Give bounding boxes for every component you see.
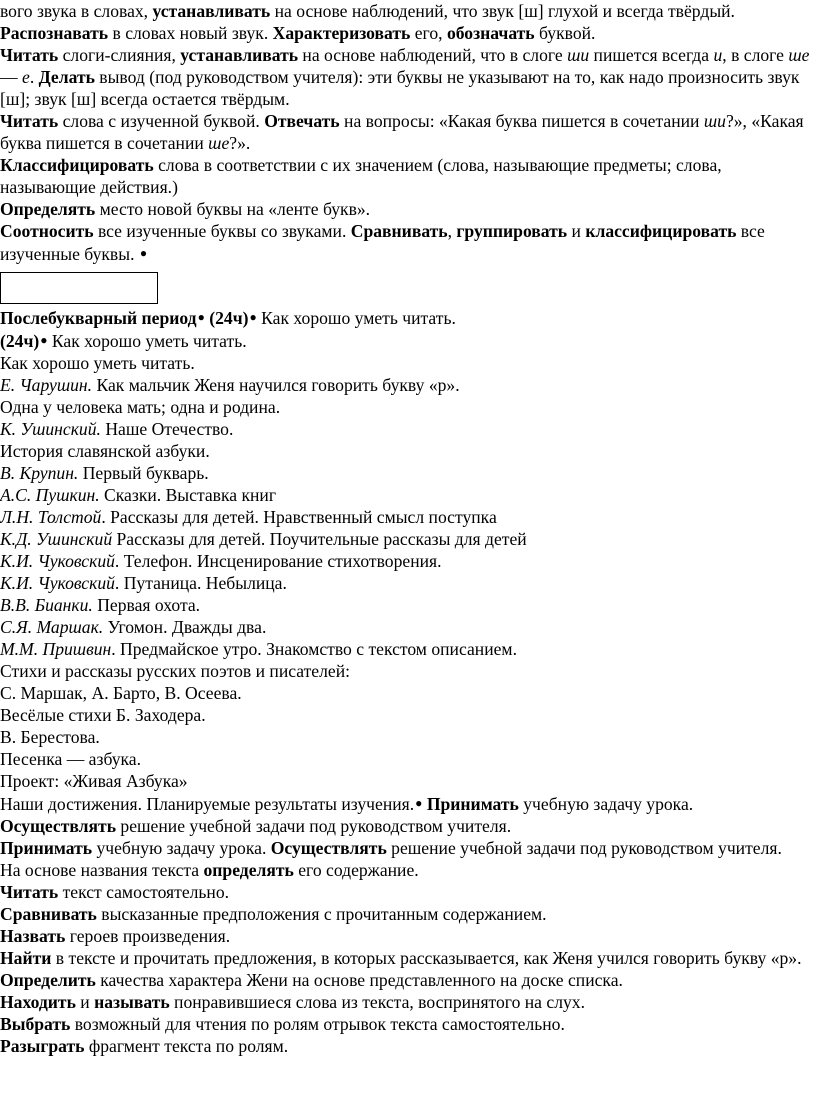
author: Е. Чарушин. [0, 375, 93, 395]
action-verb: Разыграть [0, 1036, 85, 1056]
action-verb: Читать [0, 111, 59, 131]
author: М.М. Пришвин [0, 639, 112, 659]
text: — [0, 67, 22, 87]
text: качества характера Жени на основе представленного на доске списка. [95, 970, 623, 990]
paragraph [0, 815, 812, 837]
action-verb: Соотносить [0, 221, 94, 241]
text: слова с изученной буквой. [58, 111, 265, 131]
text: Наши достижения. Планируемые результаты изучения. [0, 794, 415, 814]
author: Л.Н. Толстой [0, 507, 102, 527]
topic-line [0, 462, 812, 484]
author: С.Я. Маршак. [0, 617, 104, 637]
author: К.И. Чуковский [0, 551, 115, 571]
bullet-icon: ● [40, 333, 48, 347]
action-verb: определять [203, 860, 294, 880]
text: в словах новый звук. [108, 23, 273, 43]
topic-title: Одна у человека мать; одна и родина. [0, 397, 281, 417]
paragraph [0, 198, 812, 220]
topic-line [0, 528, 812, 550]
paragraph [0, 110, 812, 154]
topic-line [0, 594, 812, 616]
paragraph [0, 329, 812, 352]
text: Как хорошо уметь читать. [256, 308, 456, 328]
paragraph [0, 837, 812, 859]
topic-title: Наше Отечество. [100, 419, 234, 439]
action-verb: называть [94, 992, 170, 1012]
text: решение учебной задачи под руководством учителя. [116, 816, 512, 836]
text: ?». [229, 133, 251, 153]
bullet-icon: ● [415, 796, 423, 810]
paragraph [0, 0, 812, 22]
letters: ше [788, 45, 810, 65]
action-verb: Делать [38, 67, 95, 87]
action-verb: Определить [0, 970, 96, 990]
text: все изученные буквы со звуками. [93, 221, 351, 241]
text: понравившиеся слова из текста, воспринятого на слух. [169, 992, 585, 1012]
text: пишется всегда [589, 45, 714, 65]
author: В. Крупин. [0, 463, 79, 483]
paragraph [0, 1035, 812, 1057]
text: решение учебной задачи под руководством учителя. [386, 838, 782, 858]
bullet-icon: ● [249, 310, 257, 324]
letters: ши [567, 45, 590, 65]
text: и [75, 992, 95, 1012]
author: К. Ушинский. [0, 419, 101, 439]
topic-line [0, 550, 812, 572]
action-verb: классифицировать [585, 221, 737, 241]
text: ?», «Какая буква пишется в сочетании [0, 111, 804, 153]
topic-line [0, 770, 812, 792]
hours: (24ч) [0, 331, 40, 351]
text: текст самостоятельно. [58, 882, 230, 902]
text: на основе наблюдений, что в слоге [298, 45, 568, 65]
topic-line [0, 396, 812, 418]
paragraph [0, 1013, 812, 1035]
topic-line [0, 484, 812, 506]
topic-title: . Предмайское утро. Знакомство с текстом описанием. [111, 639, 517, 659]
action-verb: Осуществлять [270, 838, 387, 858]
text: возможный для чтения по ролям отрывок текста самостоятельно. [70, 1014, 565, 1034]
text: в тексте и прочитать предложения, в которых рассказывается, как Женя учился говорить букву «р». [51, 948, 802, 968]
topic-line [0, 682, 812, 704]
paragraph [0, 154, 812, 198]
empty-box [0, 272, 158, 304]
paragraph [0, 881, 812, 903]
action-verb: Находить [0, 992, 76, 1012]
author: А.С. Пушкин. [0, 485, 100, 505]
action-verb: Принимать [0, 838, 93, 858]
paragraph [0, 792, 812, 815]
text: На основе названия текста [0, 860, 204, 880]
topic-line [0, 572, 812, 594]
topic-title: Сказки. Выставка книг [99, 485, 277, 505]
topic-line [0, 748, 812, 770]
topic-title: В. Берестова. [0, 727, 100, 747]
topic-title: Первый букварь. [78, 463, 209, 483]
action-verb: Осуществлять [0, 816, 116, 836]
text: его, [410, 23, 447, 43]
topic-line [0, 506, 812, 528]
text: и [567, 221, 586, 241]
action-verb: Принимать [426, 794, 519, 814]
text: вого звука в словах, [0, 1, 153, 21]
topic-title: С. Маршак, А. Барто, В. Осеева. [0, 683, 242, 703]
topic-line [0, 440, 812, 462]
text: на вопросы: «Какая буква пишется в сочетании [339, 111, 704, 131]
topic-title: Как хорошо уметь читать. [0, 353, 195, 373]
text: учебную задачу урока. [92, 838, 271, 858]
paragraph [0, 859, 812, 881]
text: учебную задачу урока. [518, 794, 694, 814]
topic-title: . Рассказы для детей. Нравственный смысл поступка [101, 507, 497, 527]
action-verb: Характеризовать [272, 23, 411, 43]
topic-title: Проект: «Живая Азбука» [0, 771, 188, 791]
topic-title: Стихи и рассказы русских поэтов и писателей: [0, 661, 351, 681]
text: , в слоге [722, 45, 789, 65]
topic-line [0, 704, 812, 726]
action-verb: Сравнивать [350, 221, 448, 241]
paragraph [0, 903, 812, 925]
text: его содержание. [293, 860, 419, 880]
topic-title: Первая охота. [92, 595, 201, 615]
text: героев произведения. [65, 926, 231, 946]
paragraph [0, 947, 812, 969]
paragraph [0, 44, 812, 110]
topic-line [0, 418, 812, 440]
bullet-icon: ● [139, 246, 148, 260]
action-verb: Сравнивать [0, 904, 97, 924]
action-verb: устанавливать [152, 1, 271, 21]
action-verb: группировать [456, 221, 568, 241]
topic-title: Как мальчик Женя научился говорить букву «р». [92, 375, 460, 395]
topic-line [0, 726, 812, 748]
topic-line [0, 638, 812, 660]
text: слоги-слияния, [58, 45, 181, 65]
action-verb: Определять [0, 199, 96, 219]
topic-line [0, 660, 812, 682]
bullet-icon: ● [197, 310, 205, 324]
action-verb: Отвечать [264, 111, 340, 131]
hours: (24ч) [204, 308, 249, 328]
topic-title: . Телефон. Инсценирование стихотворения. [114, 551, 442, 571]
text: фрагмент текста по ролям. [84, 1036, 289, 1056]
paragraph [0, 220, 812, 265]
action-verb: Распознавать [0, 23, 109, 43]
action-verb: Классифицировать [0, 155, 154, 175]
letters: е [22, 67, 30, 87]
action-verb: Читать [0, 45, 59, 65]
text: вывод (под руководством учителя): эти буквы не указывают на то, как надо произносить звук [ш]; звук [ш] всегда остается твёрдым. [0, 67, 800, 109]
paragraph [0, 22, 812, 44]
paragraph [0, 969, 812, 991]
text: слова в соответствии с их значением (слова, называющие предметы; слова, называющие действия.) [0, 155, 722, 197]
author: В.В. Бианки. [0, 595, 93, 615]
paragraph [0, 991, 812, 1013]
topic-line [0, 352, 812, 374]
text: буквой. [534, 23, 596, 43]
text: . [29, 67, 39, 87]
period-title: Послебукварный период [0, 308, 197, 328]
action-verb: устанавливать [180, 45, 299, 65]
letters: и [713, 45, 723, 65]
topic-title: Песенка — азбука. [0, 749, 142, 769]
action-verb: Читать [0, 882, 59, 902]
text: , [447, 221, 457, 241]
topic-title: Угомон. Дважды два. [103, 617, 267, 637]
topic-line [0, 616, 812, 638]
topic-title: Рассказы для детей. Поучительные рассказы для детей [112, 529, 527, 549]
topic-title: . Путаница. Небылица. [114, 573, 287, 593]
paragraph [0, 925, 812, 947]
text: все изученные буквы. [0, 221, 765, 264]
action-verb: Выбрать [0, 1014, 71, 1034]
action-verb: Найти [0, 948, 52, 968]
section-heading [0, 306, 812, 329]
topic-title: История славянской азбуки. [0, 441, 210, 461]
topic-title: Весёлые стихи Б. Заходера. [0, 705, 206, 725]
letters: ше [208, 133, 230, 153]
letters: ши [703, 111, 726, 131]
text: высказанные предположения с прочитанным содержанием. [96, 904, 547, 924]
text: место новой буквы на «ленте букв». [95, 199, 371, 219]
topic-line [0, 374, 812, 396]
text: Как хорошо уметь читать. [47, 331, 247, 351]
author: К.И. Чуковский [0, 573, 115, 593]
action-verb: Назвать [0, 926, 66, 946]
action-verb: обозначать [446, 23, 535, 43]
author: К.Д. Ушинский [0, 529, 113, 549]
text: на основе наблюдений, что звук [ш] глухой и всегда твёрдый. [270, 1, 735, 21]
